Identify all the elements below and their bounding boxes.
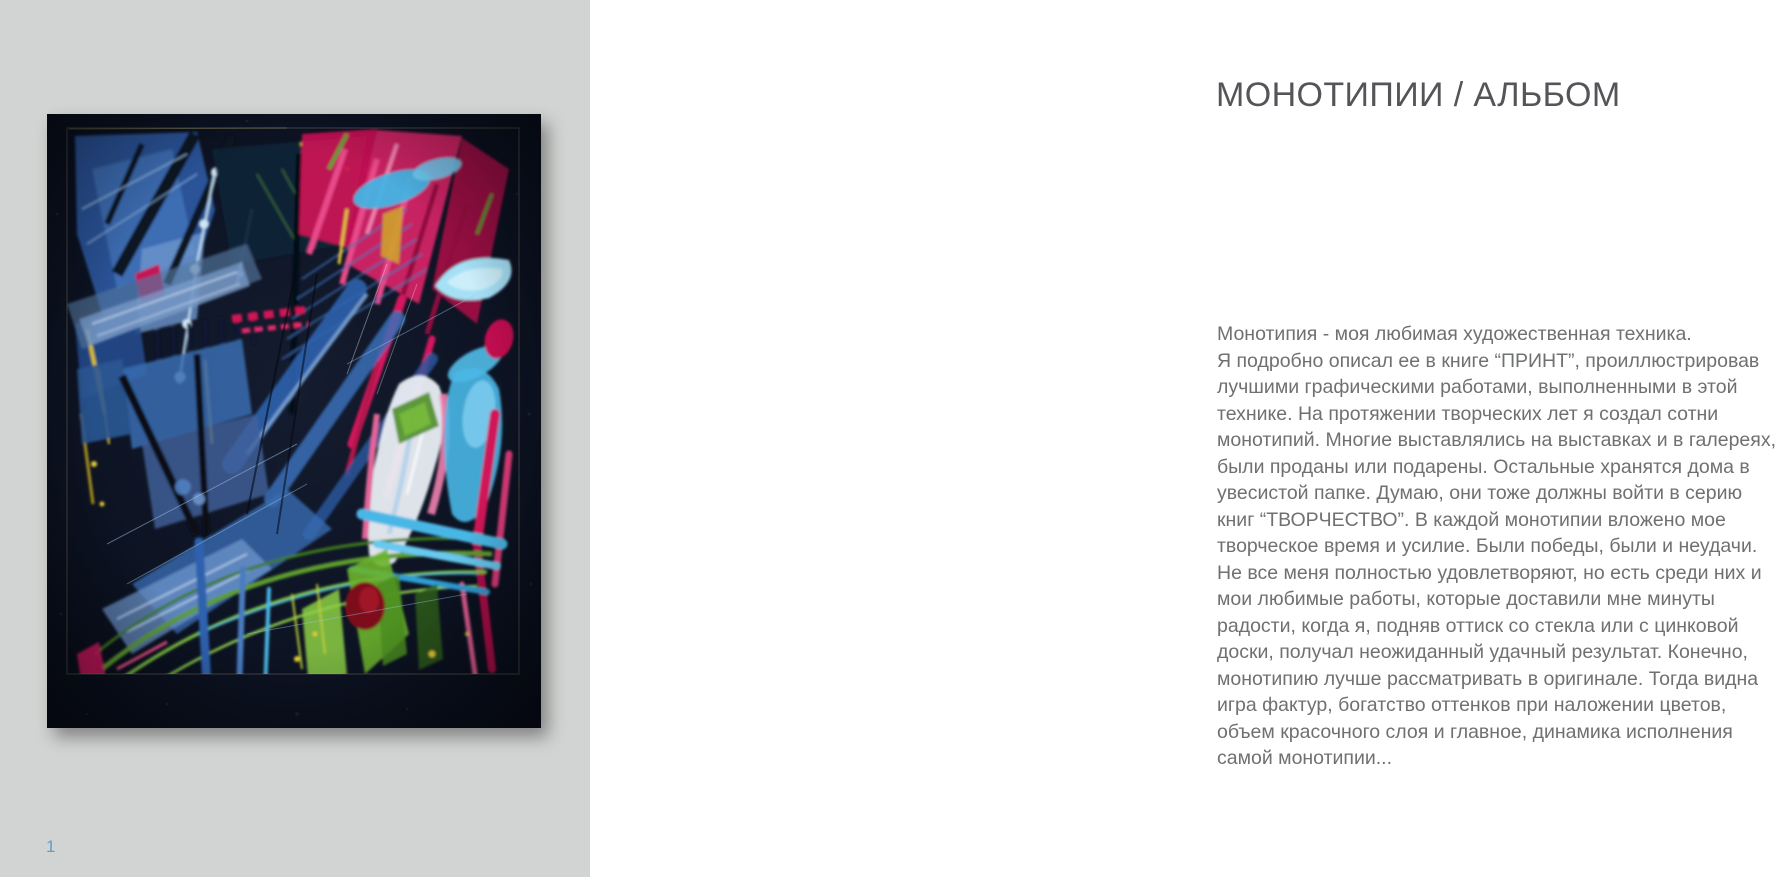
monotype-painting-image — [47, 114, 541, 728]
monotype-artwork — [47, 114, 541, 728]
page-title: МОНОТИПИИ / АЛЬБОМ — [1216, 76, 1621, 114]
page-number: 1 — [46, 837, 56, 856]
body-paragraph: Монотипия - моя любимая художественная техника. Я подробно описал ее в книге “ПРИНТ”, проиллюстрировав лучшими графическими работами, выполненными в этой технике. На протяжении творческих лет я создал сотни монотипий. Многие выставлялись на выставках и в галереях, были проданы или подарены. Остальные хранятся дома в увесистой папке. Думаю, они тоже должны войти в серию книг “ТВОРЧЕСТВО”. В каждой монотипии вложено мое творческое время и усилие. Были победы, были и неудачи. Не все меня полностью удовлетворяют, но есть среди них и мои любимые работы, которые доставили мне минуты радости, когда я, подняв оттиск со стекла или с цинковой доски, получал неожиданный удачный результат. Конечно, монотипию лучше рассматривать в оригинале. Тогда видна игра фактур, богатство оттенков при наложении цветов, объем красочного слоя и главное, динамика исполнения самой монотипии... — [1217, 323, 1776, 769]
left-page — [0, 0, 590, 877]
right-page — [590, 0, 1776, 877]
